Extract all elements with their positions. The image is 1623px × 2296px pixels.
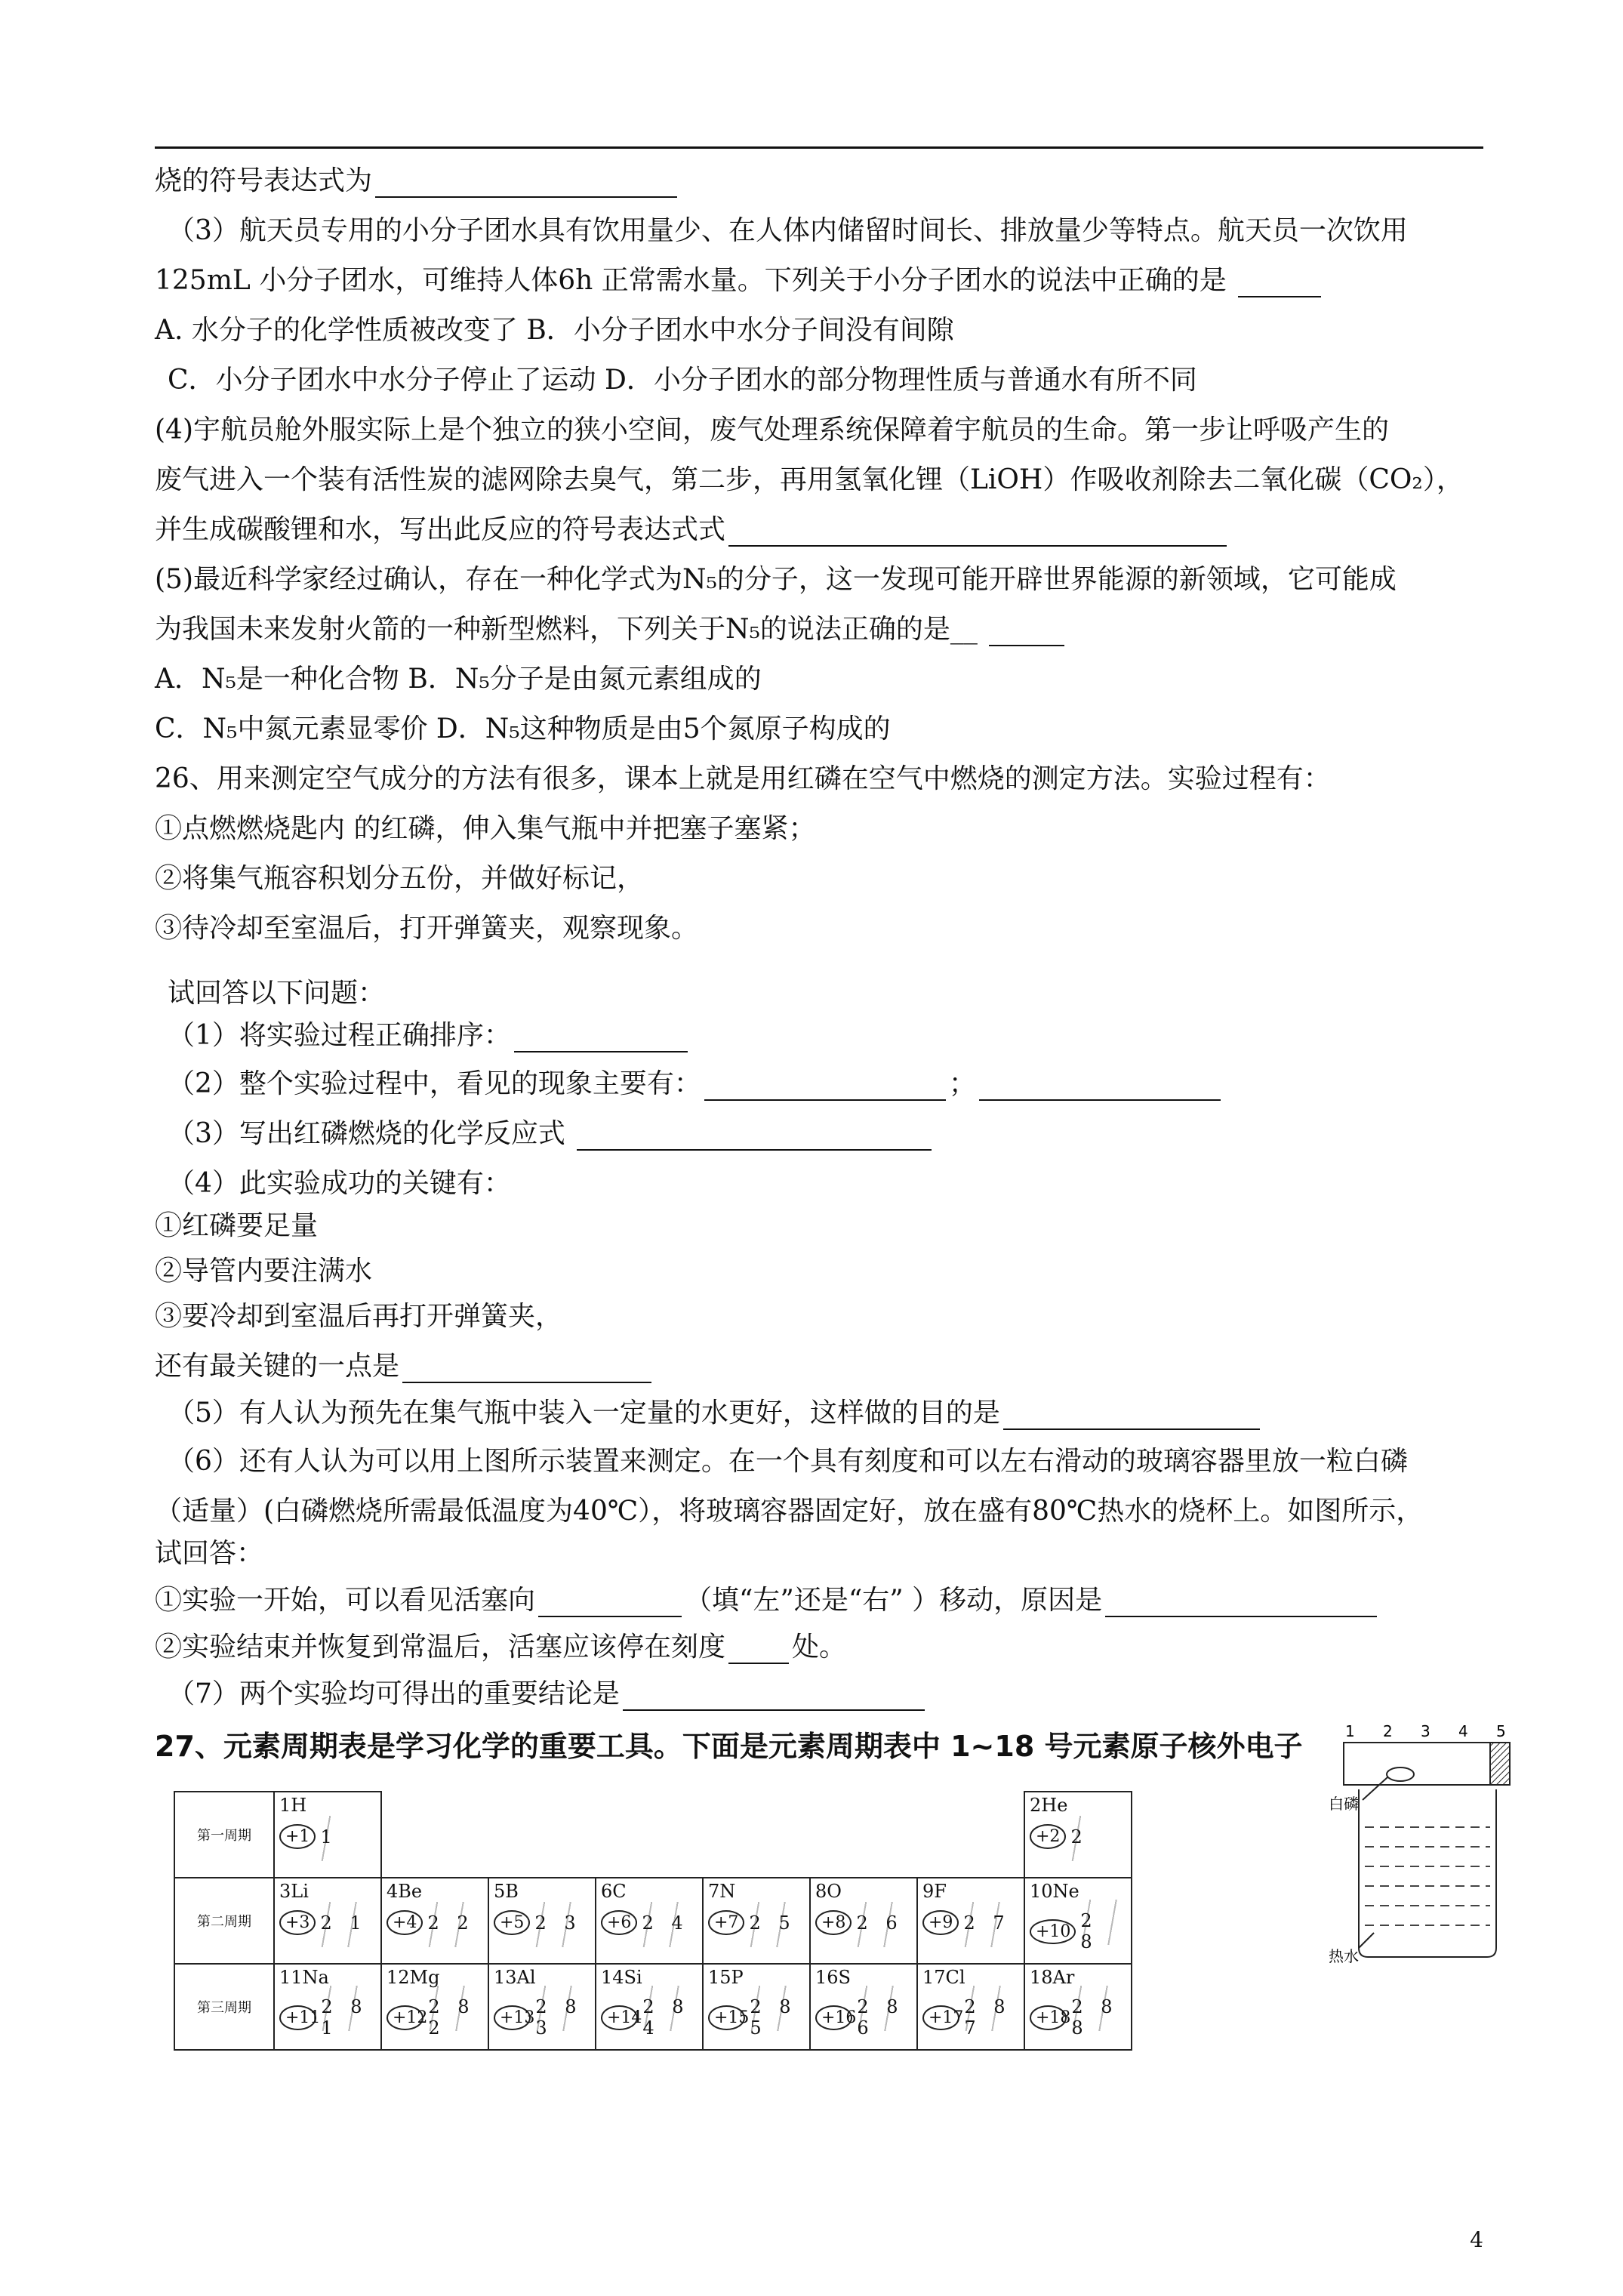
question-27-heading: 27、元素周期表是学习化学的重要工具。下面是元素周期表中 1~18 号元素原子核外电子 xyxy=(155,1730,1303,1763)
electron-shells: 2 3 xyxy=(534,1912,582,1934)
answer-blank[interactable] xyxy=(577,1123,932,1151)
atom-structure xyxy=(494,1910,590,1935)
nucleus: +8 xyxy=(815,1910,852,1935)
white-phosphorus xyxy=(1387,1767,1414,1781)
nucleus: +14 xyxy=(601,2005,638,2030)
nucleus: +12 xyxy=(387,2005,423,2030)
text-line xyxy=(155,1495,1423,1528)
answer-blank[interactable] xyxy=(623,1684,925,1711)
electron-shells: 2 8 3 xyxy=(535,1996,590,2039)
line-text: 26、用来测定空气成分的方法有很多，课本上就是用红磷在空气中燃烧的测定方法。实验过程有： xyxy=(155,763,1331,794)
element-symbol: 7N xyxy=(708,1881,736,1902)
atom-structure xyxy=(815,1996,912,2039)
answer-blank[interactable] xyxy=(704,1074,946,1101)
period-label: 第三周期 xyxy=(174,1964,274,2050)
answer-blank[interactable] xyxy=(1003,1403,1260,1430)
nucleus: +1 xyxy=(279,1824,316,1849)
atom-structure xyxy=(279,1910,376,1935)
electron-shells: 2 4 xyxy=(642,1912,689,1934)
element-cell xyxy=(917,1878,1024,1964)
electron-shells: 2 8 1 xyxy=(321,1996,376,2039)
text-line xyxy=(155,1300,562,1333)
atom-structure xyxy=(279,1996,376,2039)
line-text: 废气进入一个装有活性炭的滤网除去臭气，第二步，再用氢氧化锂（LiOH）作吸收剂除去二氧化碳（CO₂）， xyxy=(155,464,1464,495)
nucleus: +4 xyxy=(387,1910,423,1935)
scale-number: 1 xyxy=(1345,1722,1355,1740)
element-symbol: 5B xyxy=(494,1881,519,1902)
line-text: ①红磷要足量 xyxy=(155,1210,319,1241)
line-text: ③要冷却到室温后再打开弹簧夹， xyxy=(155,1301,563,1332)
atom-structure xyxy=(815,1910,912,1935)
text-line xyxy=(155,1210,318,1243)
electron-shells: 2 2 xyxy=(427,1912,475,1934)
line-text-after: （填“左”还是“右” ）移动，原因是 xyxy=(685,1585,1103,1616)
element-cell xyxy=(596,1964,703,2050)
atom-structure xyxy=(279,1824,376,1849)
element-symbol: 16S xyxy=(815,1967,851,1988)
atom-structure xyxy=(1030,1996,1126,2039)
scale-number: 5 xyxy=(1496,1722,1506,1740)
atom-structure xyxy=(1030,1824,1126,1849)
electron-shells: 2 1 xyxy=(320,1912,368,1934)
line-text: （5）有人认为预先在集气瓶中装入一定量的水更好，这样做的目的是 xyxy=(168,1398,1000,1428)
element-cell xyxy=(381,1964,488,2050)
atom-structure xyxy=(1030,1910,1126,1952)
element-symbol: 6C xyxy=(601,1881,627,1902)
answer-blank[interactable] xyxy=(538,1590,682,1617)
text-line xyxy=(168,1117,935,1151)
nucleus: +15 xyxy=(708,2005,745,2030)
line-text: ①点燃燃烧匙内 的红磷，伸入集气瓶中并把塞子塞紧； xyxy=(155,813,816,844)
electron-shells: 2 8 5 xyxy=(750,1996,805,2039)
text-line xyxy=(155,165,680,198)
period-label: 第一周期 xyxy=(174,1792,274,1878)
line-text: (5)最近科学家经过确认，存在一种化学式为N₅的分子，这一发现可能开辟世界能源的新领域，它可能成 xyxy=(155,564,1397,595)
answer-blank[interactable] xyxy=(375,171,677,198)
scale-number: 2 xyxy=(1383,1722,1393,1740)
text-line xyxy=(155,912,698,945)
answer-blank[interactable] xyxy=(989,619,1064,646)
text-line xyxy=(168,1678,928,1711)
atom-structure xyxy=(708,1910,805,1935)
atom-structure xyxy=(708,1996,805,2039)
electron-shells: 2 xyxy=(1070,1826,1089,1848)
element-symbol: 15P xyxy=(708,1967,744,1988)
nucleus: +17 xyxy=(922,2005,959,2030)
apparatus-diagram xyxy=(1329,1721,1525,1971)
element-symbol: 11Na xyxy=(279,1967,329,1988)
text-line xyxy=(155,563,1397,596)
electron-shells: 2 7 xyxy=(963,1912,1011,1934)
atom-structure xyxy=(922,1996,1019,2039)
line-text: A．N₅是一种化合物 B．N₅分子是由氮元素组成的 xyxy=(155,664,762,695)
line-text: （2）整个实验过程中，看见的现象主要有： xyxy=(168,1068,701,1099)
atom-structure xyxy=(387,1910,483,1935)
nucleus: +6 xyxy=(601,1910,637,1935)
answer-blank[interactable] xyxy=(728,519,1227,547)
answer-blank[interactable] xyxy=(514,1025,688,1052)
atom-structure xyxy=(494,1996,590,2039)
text-line xyxy=(155,812,815,846)
text-line xyxy=(168,1445,1408,1478)
scale-number: 4 xyxy=(1458,1722,1468,1740)
answer-blank[interactable] xyxy=(728,1637,789,1664)
line-text: （7）两个实验均可得出的重要结论是 xyxy=(168,1678,620,1709)
line-text-after: ； xyxy=(948,1068,976,1099)
text-line xyxy=(155,1584,1380,1617)
text-line xyxy=(168,364,1197,397)
element-cell xyxy=(596,1878,703,1964)
line-text: 烧的符号表达式为 xyxy=(155,165,373,196)
text-line xyxy=(155,663,762,696)
element-symbol: 1H xyxy=(279,1795,307,1816)
header-rule xyxy=(155,146,1483,149)
element-cell xyxy=(1024,1878,1132,1964)
element-symbol: 17Cl xyxy=(922,1967,965,1988)
nucleus: +16 xyxy=(815,2005,852,2030)
element-cell xyxy=(488,1878,596,1964)
periodic-table xyxy=(174,1791,1132,2051)
line-text: （3）航天员专用的小分子团水具有饮用量少、在人体内储留时间长、排放量少等特点。航天员一次饮用 xyxy=(168,215,1408,246)
element-symbol: 14Si xyxy=(601,1967,642,1988)
element-cell xyxy=(274,1792,381,1878)
answer-blank[interactable] xyxy=(1105,1590,1377,1617)
element-symbol: 2He xyxy=(1030,1795,1068,1816)
element-cell xyxy=(488,1964,596,2050)
table-gap xyxy=(381,1792,1024,1878)
line-text: （6）还有人认为可以用上图所示装置来测定。在一个具有刻度和可以左右滑动的玻璃容器里放一粒白磷 xyxy=(168,1446,1408,1477)
line-text: 还有最关键的一点是 xyxy=(155,1351,400,1382)
glass-container xyxy=(1344,1743,1510,1785)
line-text: （4）此实验成功的关键有： xyxy=(168,1168,511,1199)
electron-shells: 2 8 4 xyxy=(642,1996,698,2039)
line-text: (4)宇航员舱外服实际上是个独立的狭小空间，废气处理系统保障着宇航员的生命。第一步让呼吸产生的 xyxy=(155,415,1389,445)
element-cell xyxy=(1024,1964,1132,2050)
element-cell xyxy=(381,1878,488,1964)
line-text: 并生成碳酸锂和水，写出此反应的符号表达式式 xyxy=(155,514,726,545)
element-symbol: 3Li xyxy=(279,1881,309,1902)
nucleus: +11 xyxy=(279,2005,316,2030)
text-line xyxy=(168,214,1408,248)
text-line xyxy=(155,414,1389,447)
line-text: （3）写出红磷燃烧的化学反应式 xyxy=(168,1118,574,1149)
element-symbol: 8O xyxy=(815,1881,842,1902)
nucleus: +7 xyxy=(708,1910,744,1935)
line-text: ①实验一开始，可以看见活塞向 xyxy=(155,1585,536,1616)
text-line xyxy=(155,1350,654,1383)
electron-shells: 2 8 6 xyxy=(857,1996,912,2039)
electron-shells: 1 xyxy=(320,1826,338,1848)
answer-blank[interactable] xyxy=(402,1356,651,1383)
nucleus: +3 xyxy=(279,1910,316,1935)
nucleus: +9 xyxy=(922,1910,959,1935)
nucleus: +5 xyxy=(494,1910,530,1935)
atom-structure xyxy=(601,1996,698,2039)
label-hot-water: 热水 xyxy=(1329,1947,1359,1965)
electron-shells: 2 8 8 xyxy=(1071,1996,1126,2039)
element-symbol: 13Al xyxy=(494,1967,536,1988)
line-text: 试回答以下问题： xyxy=(168,978,386,1009)
nucleus: +13 xyxy=(494,2005,531,2030)
scale-numbers xyxy=(1345,1722,1506,1740)
piston xyxy=(1490,1743,1510,1785)
element-symbol: 12Mg xyxy=(387,1967,440,1988)
element-symbol: 9F xyxy=(922,1881,947,1902)
period-label: 第二周期 xyxy=(174,1878,274,1964)
element-cell xyxy=(274,1964,381,2050)
text-line xyxy=(155,513,1230,547)
text-line xyxy=(168,977,385,1010)
text-line xyxy=(155,464,1464,497)
text-line xyxy=(155,314,954,347)
line-text: ②将集气瓶容积划分五份，并做好标记， xyxy=(155,863,645,894)
atom-structure xyxy=(922,1910,1019,1935)
text-line xyxy=(168,1019,691,1052)
element-cell xyxy=(703,1878,810,1964)
element-cell xyxy=(1024,1792,1132,1878)
text-line xyxy=(155,713,891,746)
electron-shells: 2 5 xyxy=(749,1912,796,1934)
text-line xyxy=(155,862,644,895)
line-text: 125mL 小分子团水，可维持人体6h 正常需水量。下列关于小分子团水的说法中正确的是 xyxy=(155,265,1236,296)
line-text: 试回答： xyxy=(155,1538,264,1569)
electron-shells: 2 8 xyxy=(1080,1910,1126,1952)
line-text: ③待冷却至室温后，打开弹簧夹，观察现象。 xyxy=(155,913,699,944)
nucleus: +18 xyxy=(1030,2005,1067,2030)
electron-shells: 2 8 7 xyxy=(964,1996,1019,2039)
atom-structure xyxy=(601,1910,698,1935)
element-symbol: 18Ar xyxy=(1030,1967,1075,1988)
answer-blank[interactable] xyxy=(1238,270,1321,297)
line-text: ②实验结束并恢复到常温后，活塞应该停在刻度 xyxy=(155,1632,726,1663)
atom-structure xyxy=(387,1996,483,2039)
line-text-after: 处。 xyxy=(792,1632,847,1663)
text-line xyxy=(155,1255,372,1288)
line-text: A. 水分子的化学性质被改变了 B．小分子团水中水分子间没有间隙 xyxy=(155,315,954,346)
electron-shells: 2 8 2 xyxy=(428,1996,483,2039)
text-line xyxy=(168,1397,1263,1430)
element-cell xyxy=(810,1878,917,1964)
answer-blank[interactable] xyxy=(979,1074,1221,1101)
electron-shells: 2 6 xyxy=(856,1912,904,1934)
text-line xyxy=(155,1631,846,1664)
page-number: 4 xyxy=(1470,2227,1483,2252)
line-text: C．小分子团水中水分子停止了运动 D．小分子团水的部分物理性质与普通水有所不同 xyxy=(168,365,1197,396)
text-line xyxy=(168,1167,511,1200)
element-symbol: 4Be xyxy=(387,1881,423,1902)
beaker xyxy=(1359,1789,1496,1957)
line-text: （适量）(白磷燃烧所需最低温度为40℃），将玻璃容器固定好，放在盛有80℃热水的烧杯上。如图所示， xyxy=(155,1496,1424,1527)
scale-number: 3 xyxy=(1421,1722,1431,1740)
line-text: 为我国未来发射火箭的一种新型燃料，下列关于N₅的说法正确的是__ xyxy=(155,614,987,645)
line-text: ②导管内要注满水 xyxy=(155,1256,373,1287)
text-line xyxy=(155,613,1067,646)
text-line xyxy=(155,1537,263,1570)
nucleus: +10 xyxy=(1030,1919,1076,1944)
text-line xyxy=(168,1068,1224,1101)
label-phosphorus: 白磷 xyxy=(1329,1795,1359,1813)
line-text: （1）将实验过程正确排序： xyxy=(168,1020,511,1051)
text-line xyxy=(155,264,1324,297)
element-cell xyxy=(917,1964,1024,2050)
nucleus: +2 xyxy=(1030,1824,1066,1849)
element-cell xyxy=(810,1964,917,2050)
line-text: C．N₅中氮元素显零价 D．N₅这种物质是由5个氮原子构成的 xyxy=(155,713,891,744)
text-line xyxy=(155,763,1331,796)
element-cell xyxy=(703,1964,810,2050)
element-cell xyxy=(274,1878,381,1964)
element-symbol: 10Ne xyxy=(1030,1881,1079,1902)
